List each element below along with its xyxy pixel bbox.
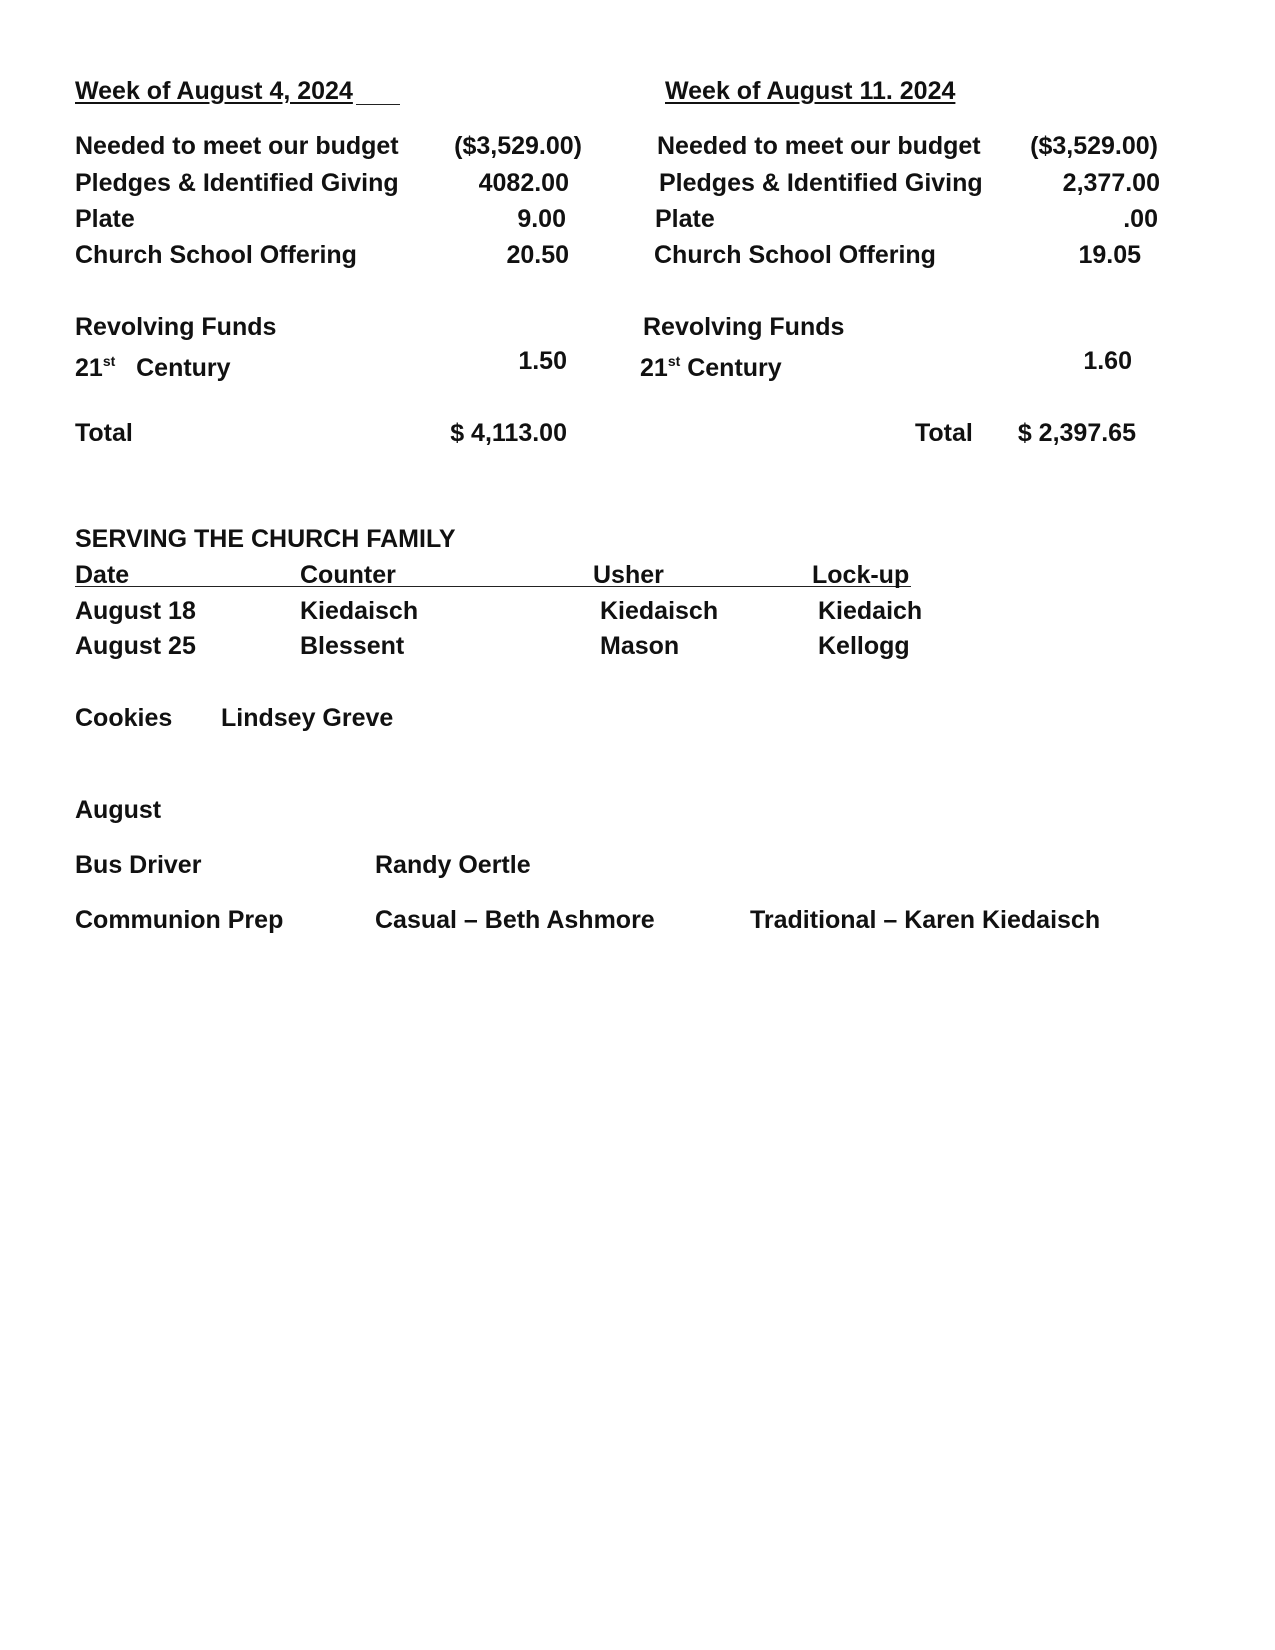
week2-school-label: Church School Offering [654, 241, 936, 269]
cookies-label: Cookies [75, 704, 173, 732]
week2-century-number: 21 [640, 354, 668, 382]
serving-header-lockup: Lock-up [812, 561, 910, 589]
week1-school-label: Church School Offering [75, 241, 357, 269]
serving-header-counter: Counter [300, 561, 396, 589]
serving-row2-date: August 25 [75, 632, 196, 660]
week2-heading: Week of August 11. 2024 [665, 77, 956, 105]
week2-budget-label: Needed to meet our budget [657, 132, 981, 160]
serving-header-usher: Usher [593, 561, 664, 589]
serving-row1-usher: Kiedaisch [600, 597, 719, 625]
week2-century-value: 1.60 [1083, 347, 1132, 375]
serving-row1-lockup: Kiedaich [818, 597, 923, 625]
week1-century-value: 1.50 [518, 347, 567, 375]
week2-total-value: $ 2,397.65 [1017, 419, 1136, 447]
serving-row1-date: August 18 [75, 597, 196, 625]
serving-row2-lockup: Kellogg [818, 632, 910, 660]
week1-century-number: 21 [75, 354, 103, 382]
week2-century-label [640, 346, 782, 383]
week2-pledges-value: 2,377.00 [1062, 169, 1160, 197]
week1-century-label [75, 346, 231, 383]
cookies-name: Lindsey Greve [221, 704, 394, 732]
week1-plate-value: 9.00 [517, 205, 566, 233]
week1-total-label: Total [75, 419, 133, 447]
week1-total-value: $ 4,113.00 [450, 419, 567, 447]
month-label: August [75, 796, 162, 824]
week1-budget-value: ($3,529.00) [454, 132, 582, 160]
communion-prep-label: Communion Prep [75, 906, 284, 934]
serving-header-date: Date [75, 561, 130, 589]
week2-pledges-label: Pledges & Identified Giving [659, 169, 983, 197]
week2-total-label: Total [915, 419, 973, 447]
week1-heading-underline-extension [356, 104, 400, 105]
week1-plate-label: Plate [75, 205, 135, 233]
week2-school-value: 19.05 [1078, 241, 1141, 269]
week1-century-word: Century [136, 354, 231, 382]
week1-budget-label: Needed to meet our budget [75, 132, 399, 160]
serving-row1-counter: Kiedaisch [300, 597, 419, 625]
communion-traditional: Traditional – Karen Kiedaisch [750, 906, 1101, 934]
bus-driver-name: Randy Oertle [375, 851, 531, 879]
serving-row2-usher: Mason [600, 632, 680, 660]
week2-century-ordinal: st [667, 353, 681, 369]
week1-pledges-label: Pledges & Identified Giving [75, 169, 399, 197]
serving-header-underline [75, 586, 911, 587]
bus-driver-label: Bus Driver [75, 851, 202, 879]
week1-heading: Week of August 4, 2024 [75, 77, 353, 105]
communion-casual: Casual – Beth Ashmore [375, 906, 655, 934]
week1-revolving-label: Revolving Funds [75, 313, 277, 341]
week2-revolving-label: Revolving Funds [643, 313, 845, 341]
serving-title: SERVING THE CHURCH FAMILY [75, 525, 456, 553]
week1-century-ordinal: st [102, 353, 116, 369]
week2-plate-value: .00 [1123, 205, 1158, 233]
week1-pledges-value: 4082.00 [478, 169, 569, 197]
week1-school-value: 20.50 [506, 241, 569, 269]
serving-row2-counter: Blessent [300, 632, 405, 660]
week2-century-word: Century [687, 354, 782, 382]
week2-plate-label: Plate [655, 205, 715, 233]
week2-budget-value: ($3,529.00) [1030, 132, 1158, 160]
